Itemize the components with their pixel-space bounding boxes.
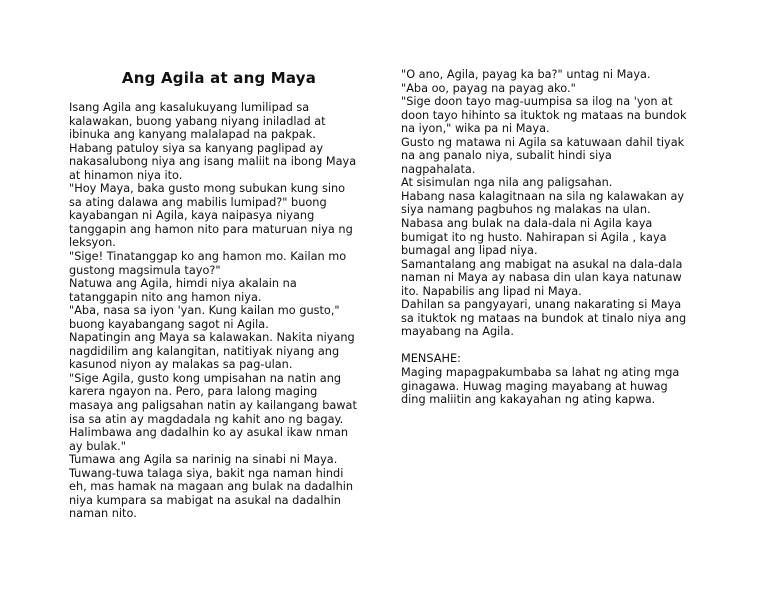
message-label: MENSAHE: (401, 352, 461, 366)
story-line: leksyon. (69, 236, 116, 250)
story-line: Dahilan sa pangyayari, unang nakarating si Maya (401, 298, 682, 312)
story-line: Napatingin ang Maya sa kalawakan. Nakita niyang (69, 331, 355, 345)
story-line: eh, mas hamak na magaan ang bulak na dadalhin (69, 480, 354, 494)
story-line: bumigat ito ng husto. Nahirapan si Agila , kaya (401, 230, 667, 244)
story-line: tanggapin ang hamon nito para maturuan niya ng (69, 222, 353, 236)
story-line: "Aba, nasa sa iyon 'yan. Kung kailan mo gusto," (69, 304, 340, 318)
story-line: "Sige Agila, gusto kong umpisahan na natin ang (69, 371, 342, 385)
story-line: niya kumpara sa mabigat na asukal na dadalhin (69, 493, 341, 507)
story-line: Samantalang ang mabigat na asukal na dala-dala (401, 257, 683, 271)
story-line: Nabasa ang bulak na dala-dala ni Agila kaya (401, 217, 653, 231)
story-text-left (69, 101, 357, 521)
story-line: At sisimulan nga nila ang paligsahan. (401, 176, 613, 190)
story-line: "Sige doon tayo mag-uumpisa sa ilog na 'yon at (401, 95, 673, 109)
story-line: "Aba oo, payag na payag ako." (401, 81, 576, 95)
story-line: Tumawa ang Agila sa narinig na sinabi ni Maya. (69, 453, 338, 467)
message-line: ginagawa. Huwag maging mayabang at huwag (401, 379, 668, 393)
story-line: Halimbawa ang dadalhin ko ay asukal ikaw nman (69, 426, 349, 440)
story-line: naman nito. (69, 507, 137, 521)
story-line: na iyon," wika pa ni Maya. (401, 122, 550, 136)
story-line: Natuwa ang Agila, himdi niya akalain na (69, 277, 297, 291)
story-line: sa ating dalawa ang mabilis lumipad?" buong (69, 195, 327, 209)
story-line: siya namang pagbuhos ng malakas na ulan. (401, 203, 651, 217)
story-line: doon tayo hihinto sa ituktok ng mataas na bundok (401, 108, 687, 122)
story-line: isa sa atin ay magdadala ng kahit ano ng bagay. (69, 412, 344, 426)
paragraph-gap (401, 339, 687, 353)
story-line: ibinuka ang kanyang malalapad na pakpak. (69, 128, 316, 142)
story-line: kayabangan ni Agila, kaya naipasya niyang (69, 209, 315, 223)
story-line: ito. Napabilis ang lipad ni Maya. (401, 284, 582, 298)
message-line: Maging mapagpakumbaba sa lahat ng ating mga (401, 366, 680, 380)
story-line: kalawakan, buong yabang niyang iniladlad at (69, 114, 326, 128)
story-line: kasunod niyon ay malakas sa pag-ulan. (69, 358, 293, 372)
story-line: Isang Agila ang kasalukuyang lumilipad sa (69, 101, 310, 114)
story-line: at hinamon niya ito. (69, 168, 183, 182)
story-line: nakasalubong niya ang isang maliit na ibong Maya (69, 155, 357, 169)
story-line: "Hoy Maya, baka gusto mong subukan kung sino (69, 182, 346, 196)
story-text-right (401, 68, 687, 407)
story-line: karera ngayon na. Pero, para lalong maging (69, 385, 318, 399)
story-line: sa ituktok ng mataas na bundok at tinalo niya ang (401, 311, 687, 325)
story-line: masaya ang paligsahan natin ay kailangang bawat (69, 399, 357, 413)
story-line: naman ni Maya ay nabasa din ulan kaya natunaw (401, 271, 682, 285)
message-line: ding maliitin ang kakayahan ng ating kapwa. (401, 393, 656, 407)
story-line: tatanggapin nito ang hamon niya. (69, 290, 262, 304)
story-line: Habang nasa kalagitnaan na sila ng kalawakan ay (401, 189, 685, 203)
story-line: buong kayabangang sagot ni Agila. (69, 317, 269, 331)
story-line: "Sige! Tinatanggap ko ang hamon mo. Kailan mo (69, 250, 347, 264)
story-line: nagpahalata. (401, 162, 476, 176)
story-line: nagdidilim ang kalangitan, natitiyak niyang ang (69, 344, 340, 358)
story-title: Ang Agila at ang Maya (121, 69, 317, 87)
story-line: ay bulak." (69, 439, 126, 453)
story-line: Gusto ng matawa ni Agila sa katuwaan dahil tiyak (401, 135, 685, 149)
story-line: bumagal ang lipad niya. (401, 244, 538, 258)
story-line: Habang patuloy siya sa kanyang paglipad ay (69, 141, 324, 155)
story-line: Tuwang-tuwa talaga siya, bakit nga naman hindi (69, 466, 344, 480)
story-line: mayabang na Agila. (401, 325, 514, 339)
story-line: na ang panalo niya, subalit hindi siya (401, 149, 612, 163)
story-line: gustong magsimula tayo?" (69, 263, 221, 277)
story-line: "O ano, Agila, payag ka ba?" untag ni Maya. (401, 68, 651, 81)
